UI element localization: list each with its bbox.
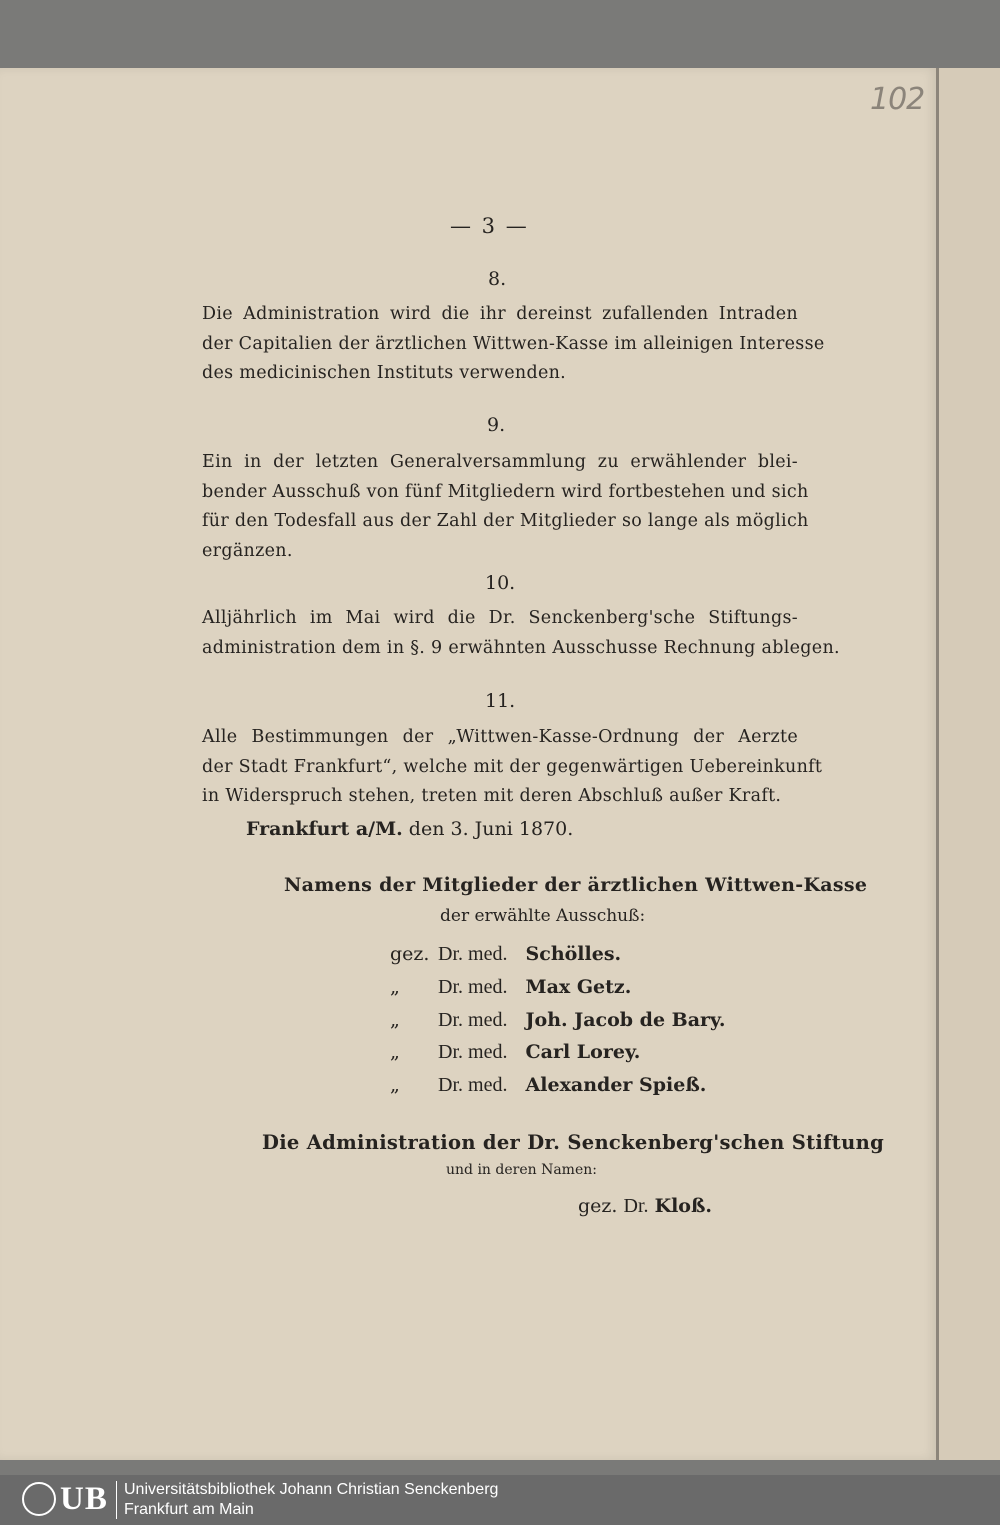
- paragraph-line: ergänzen.: [202, 540, 293, 561]
- page-number: — 3 —: [450, 214, 529, 238]
- committee-subtitle: der erwählte Ausschuß:: [440, 906, 646, 926]
- dateline: [246, 818, 573, 840]
- paragraph-line: Alle Bestimmungen der „Wittwen-Kasse-Ordnung der Aerzte: [202, 727, 798, 747]
- signature-row: [390, 1041, 640, 1064]
- library-city: Frankfurt am Main: [124, 1501, 254, 1518]
- section-10-paragraph: [202, 604, 840, 663]
- section-11-number: 11.: [485, 690, 516, 712]
- section-11-paragraph: [202, 723, 823, 812]
- ub-logo[interactable]: [22, 1481, 116, 1519]
- paragraph-line: administration dem in §. 9 erwähnten Ausschusse Rechnung ablegen.: [202, 637, 840, 658]
- paragraph-line: Die Administration wird die ihr dereinst zufallenden Intraden: [202, 304, 798, 324]
- library-name: Universitätsbibliothek Johann Christian Senckenberg: [124, 1481, 499, 1498]
- members-heading: Namens der Mitglieder der ärztlichen Wittwen-Kasse: [284, 874, 868, 896]
- administration-heading: Die Administration der Dr. Senckenberg'schen Stiftung: [262, 1131, 884, 1154]
- ub-logo-text: UB: [60, 1481, 108, 1517]
- paragraph-line: des medicinischen Instituts verwenden.: [202, 363, 567, 383]
- signature-title: Dr.: [623, 1195, 649, 1217]
- section-9-paragraph: [202, 448, 809, 566]
- signature-name: Schölles.: [525, 943, 622, 965]
- footer-divider: [116, 1481, 117, 1519]
- signature-title: Dr. med.: [438, 976, 508, 998]
- seal-icon: [22, 1482, 56, 1516]
- signature-name: Joh. Jacob de Bary.: [525, 1009, 726, 1031]
- library-footer: [0, 1475, 1000, 1525]
- signature-row: [390, 943, 621, 966]
- signature-prefix: „: [390, 1041, 400, 1063]
- signature-row: [390, 1074, 706, 1097]
- signature-title: Dr. med.: [438, 1074, 508, 1096]
- paragraph-line: in Widerspruch stehen, treten mit deren Abschluß außer Kraft.: [202, 786, 782, 806]
- signature-title: Dr. med.: [438, 943, 508, 965]
- paragraph-line: bender Ausschuß von fünf Mitgliedern wird fortbestehen und sich: [202, 481, 809, 502]
- pencil-folio-note: 102: [870, 82, 925, 117]
- paragraph-line: Alljährlich im Mai wird die Dr. Senckenberg'sche Stiftungs-: [202, 608, 798, 628]
- signature-name: Kloß.: [654, 1195, 713, 1217]
- signature-row: [390, 976, 631, 999]
- signature-row: [390, 1009, 726, 1032]
- paragraph-line: der Stadt Frankfurt“, welche mit der gegenwärtigen Uebereinkunft: [202, 756, 823, 777]
- signature-name: Carl Lorey.: [525, 1041, 641, 1063]
- dateline-place: Frankfurt a/M.: [246, 818, 403, 840]
- signature-prefix: gez.: [390, 943, 430, 965]
- section-9-number: 9.: [487, 414, 506, 436]
- administration-subtitle: und in deren Namen:: [446, 1162, 597, 1178]
- dateline-date: den 3. Juni 1870.: [408, 818, 574, 840]
- signature-title: Dr. med.: [438, 1041, 508, 1063]
- signature-prefix: gez.: [578, 1195, 618, 1217]
- signature-name: Alexander Spieß.: [525, 1074, 707, 1096]
- signature-prefix: „: [390, 976, 400, 998]
- paragraph-line: Ein in der letzten Generalversammlung zu erwählender blei-: [202, 452, 798, 472]
- section-8-number: 8.: [488, 268, 507, 290]
- section-10-number: 10.: [485, 572, 516, 594]
- signature-prefix: „: [390, 1009, 400, 1031]
- signature-title: Dr. med.: [438, 1009, 508, 1031]
- signature-prefix: „: [390, 1074, 400, 1096]
- page-edge: [938, 68, 1000, 1460]
- administration-signature: [578, 1195, 712, 1218]
- paragraph-line: für den Todesfall aus der Zahl der Mitglieder so lange als möglich: [202, 511, 809, 531]
- page-edge-line: [936, 68, 939, 1460]
- signature-name: Max Getz.: [525, 976, 632, 998]
- paragraph-line: der Capitalien der ärztlichen Wittwen-Kasse im alleinigen Interesse: [202, 333, 825, 354]
- section-8-paragraph: [202, 300, 825, 389]
